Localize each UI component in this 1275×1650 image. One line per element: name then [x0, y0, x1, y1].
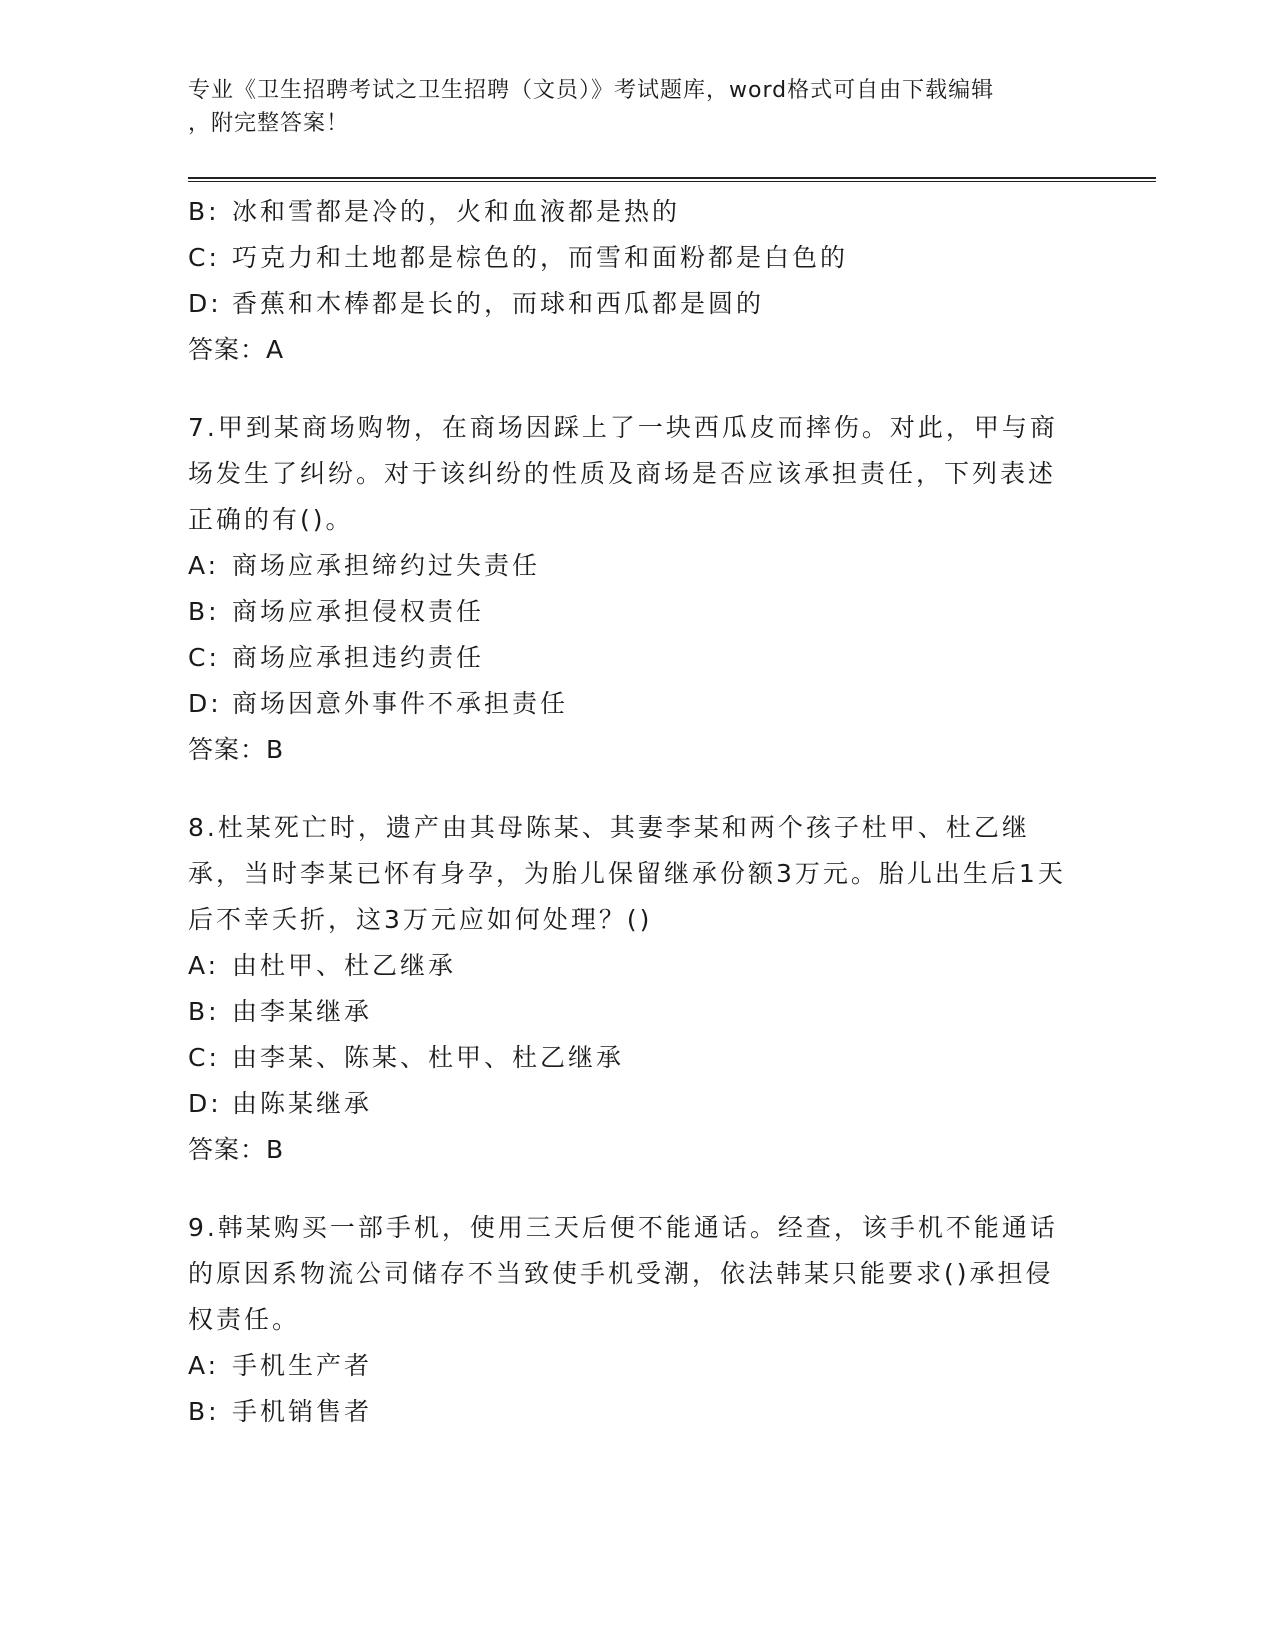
option-d: [188, 1081, 1068, 1127]
option-text: 商场应承担违约责任: [232, 643, 485, 672]
option-b: [188, 589, 1068, 635]
option-a: [188, 543, 1068, 589]
option-key: B:: [188, 997, 220, 1026]
option-key: C:: [188, 243, 220, 272]
option-c: [188, 635, 1068, 681]
question-stem: 8.杜某死亡时，遗产由其母陈某、其妻李某和两个孩子杜甲、杜乙继承，当时李某已怀有身孕，为胎儿保留继承份额3万元。胎儿出生后1天后不幸夭折，这3万元应如何处理？(): [188, 813, 1066, 934]
option-text: 冰和雪都是冷的，火和血液都是热的: [232, 197, 681, 226]
option-text: 由杜甲、杜乙继承: [232, 951, 457, 980]
option-key: A:: [188, 951, 220, 980]
question-stem: 7.甲到某商场购物，在商场因踩上了一块西瓜皮而摔伤。对此，甲与商场发生了纠纷。对于该纠纷的性质及商场是否应该承担责任，下列表述正确的有()。: [188, 413, 1058, 534]
option-c: [188, 1035, 1068, 1081]
option-key: A:: [188, 551, 220, 580]
option-b: [188, 989, 1068, 1035]
question-content: [188, 189, 1068, 1435]
option-text: 香蕉和木棒都是长的，而球和西瓜都是圆的: [232, 289, 765, 318]
option-b: [188, 189, 1068, 235]
header-line-1: 专业《卫生招聘考试之卫生招聘（文员）》考试题库，word格式可自由下载编辑: [188, 78, 995, 103]
option-key: B:: [188, 1397, 220, 1426]
answer-line: 答案：B: [188, 1135, 285, 1164]
option-key: B:: [188, 197, 220, 226]
option-d: [188, 281, 1068, 327]
option-key: D:: [188, 289, 222, 318]
option-key: C:: [188, 643, 220, 672]
option-key: D:: [188, 1089, 222, 1118]
previous-question-options: [188, 189, 1068, 373]
option-text: 手机销售者: [232, 1397, 373, 1426]
option-text: 由陈某继承: [232, 1089, 373, 1118]
option-d: [188, 681, 1068, 727]
option-a: [188, 943, 1068, 989]
question-8: [188, 805, 1068, 1173]
option-key: B:: [188, 597, 220, 626]
option-key: D:: [188, 689, 222, 718]
option-text: 商场应承担缔约过失责任: [232, 551, 541, 580]
option-a: [188, 1343, 1068, 1389]
option-text: 巧克力和土地都是棕色的，而雪和面粉都是白色的: [232, 243, 849, 272]
option-key: A:: [188, 1351, 220, 1380]
document-header: [188, 74, 1088, 140]
option-text: 由李某继承: [232, 997, 373, 1026]
option-key: C:: [188, 1043, 220, 1072]
question-7: [188, 405, 1068, 773]
option-text: 手机生产者: [232, 1351, 373, 1380]
option-text: 商场应承担侵权责任: [232, 597, 485, 626]
answer-line: 答案：B: [188, 735, 285, 764]
question-9: [188, 1205, 1068, 1435]
option-b: [188, 1389, 1068, 1435]
option-text: 商场因意外事件不承担责任: [232, 689, 569, 718]
answer-line: 答案：A: [188, 335, 285, 364]
question-stem: 9.韩某购买一部手机，使用三天后便不能通话。经查，该手机不能通话的原因系物流公司储存不当致使手机受潮，依法韩某只能要求()承担侵权责任。: [188, 1213, 1058, 1334]
option-c: [188, 235, 1068, 281]
option-text: 由李某、陈某、杜甲、杜乙继承: [232, 1043, 625, 1072]
header-divider: [188, 177, 1156, 182]
header-line-2: ，附完整答案！: [188, 111, 350, 136]
